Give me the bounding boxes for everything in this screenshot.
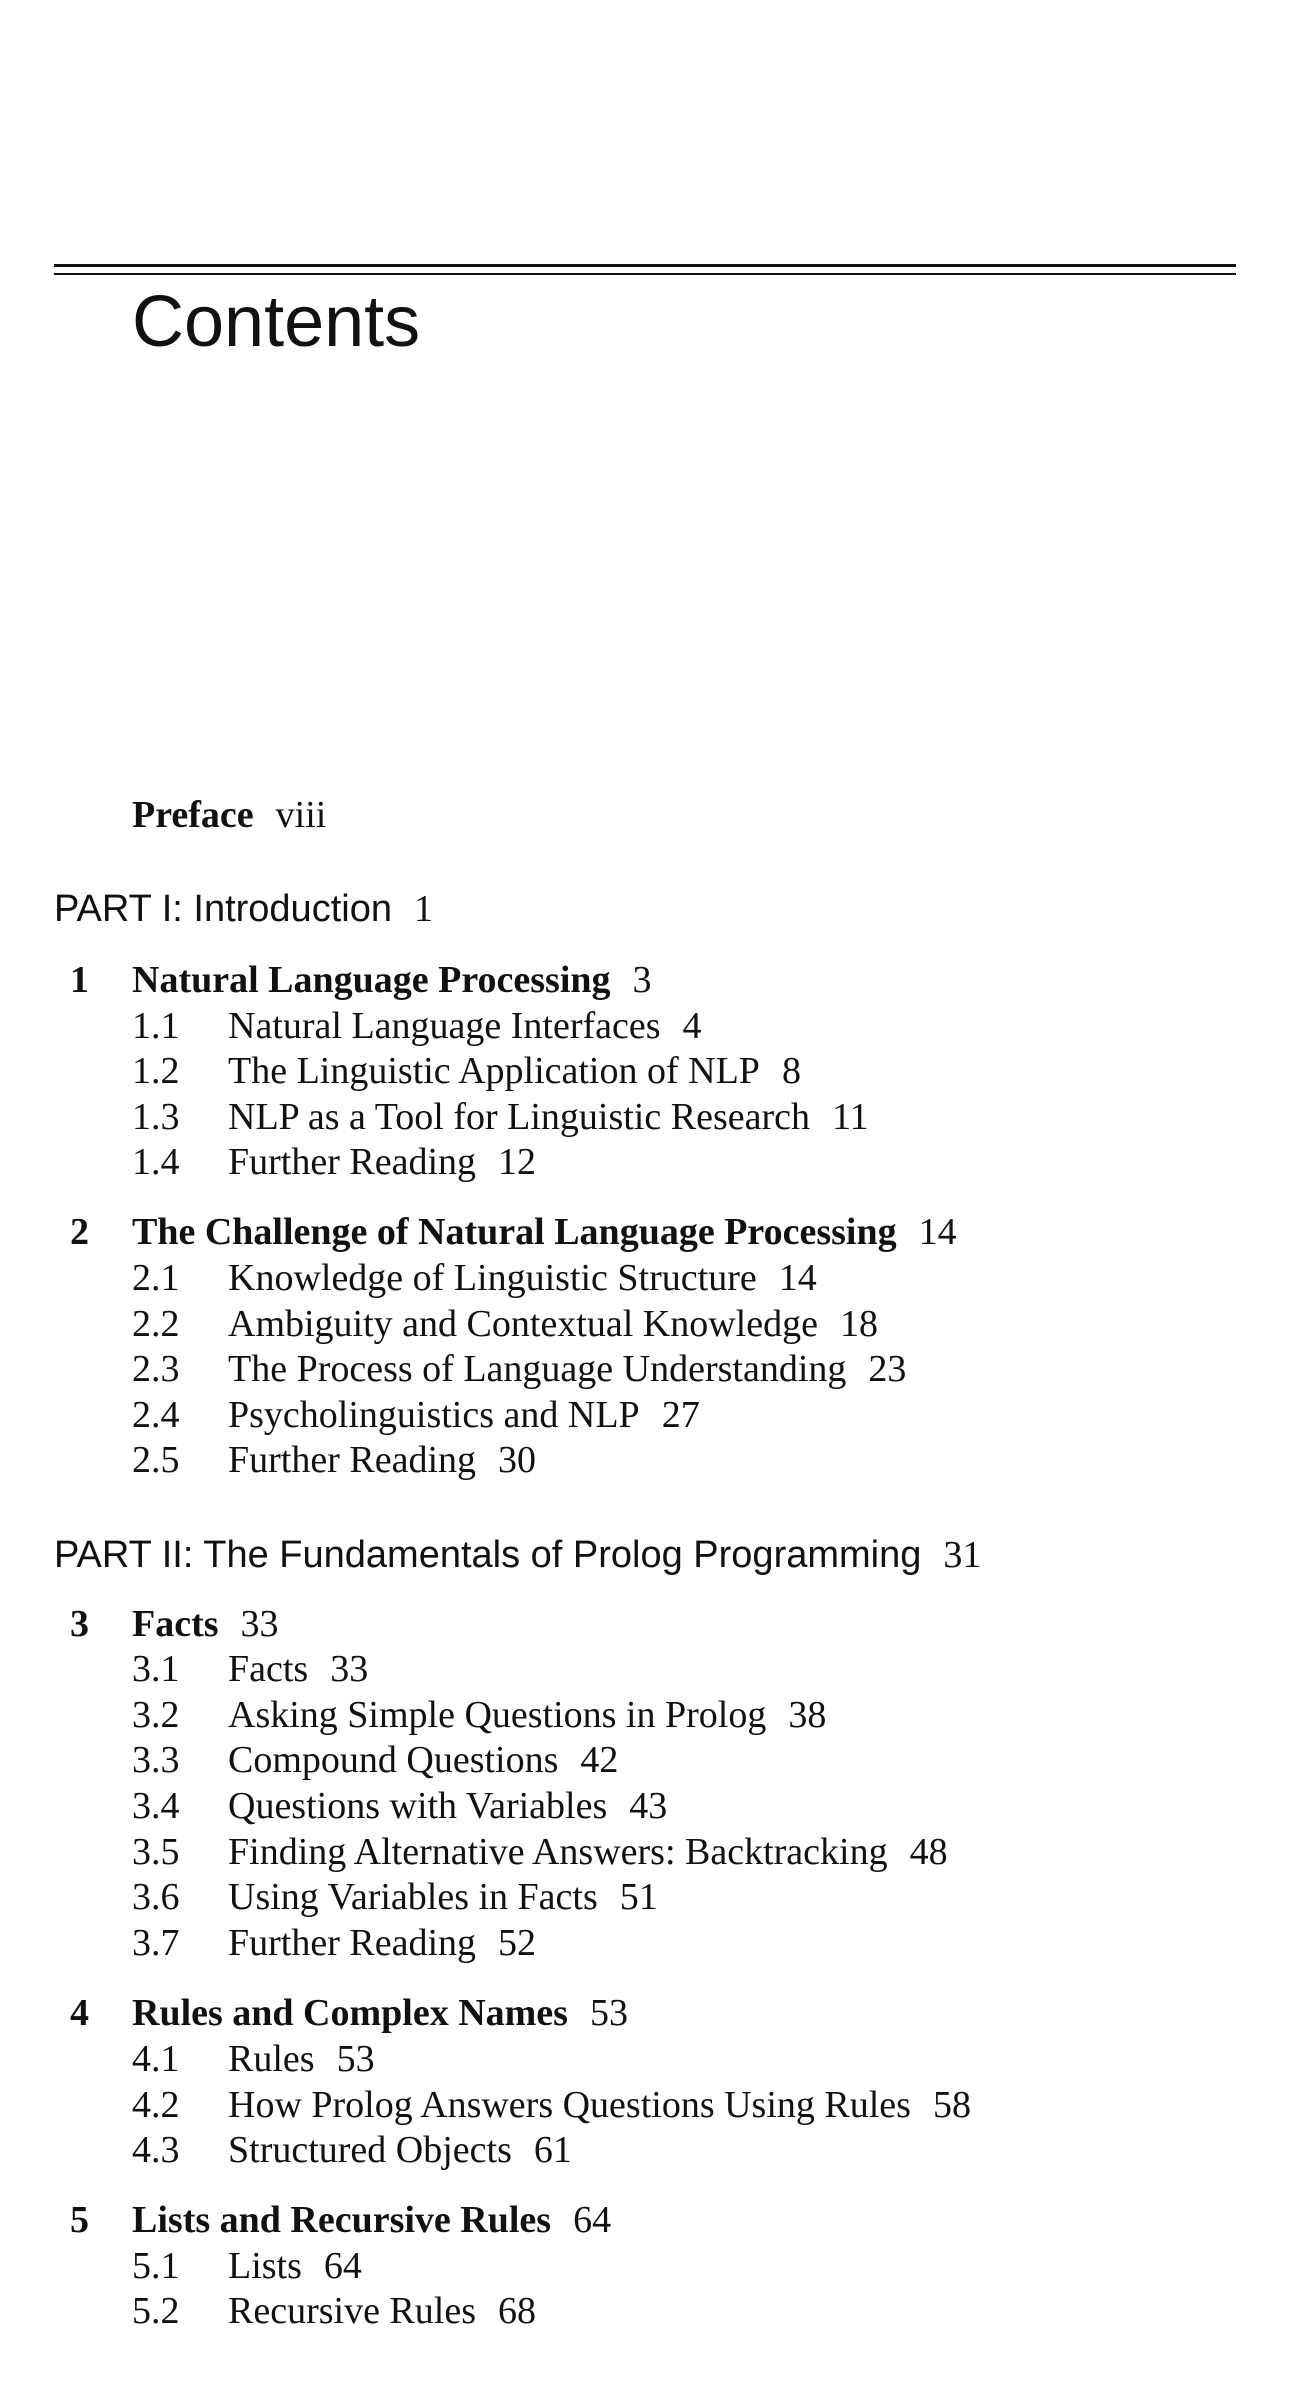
section-number: 2.5 [132,1439,180,1481]
section-page: 68 [498,2290,537,2332]
chapter-title: Lists and Recursive Rules [132,2199,552,2241]
toc-section[interactable] [132,1098,869,1136]
toc-section[interactable] [132,1833,948,1871]
chapter-number: 4 [70,1992,89,2034]
section-page: 48 [909,1831,948,1873]
section-page: 61 [533,2129,572,2171]
toc-section[interactable] [132,1441,536,1479]
toc-section[interactable] [132,1007,702,1045]
top-rule [54,264,1236,267]
section-page: 38 [788,1694,827,1736]
top-rule-thin [54,273,1236,275]
section-number: 2.1 [132,1257,180,1299]
section-number: 3.7 [132,1922,180,1964]
section-number: 2.3 [132,1348,180,1390]
toc-section[interactable] [132,1650,368,1688]
chapter-title: Natural Language Processing [132,959,611,1001]
toc-section[interactable] [132,1787,667,1825]
section-page: 11 [832,1096,869,1138]
section-title: Knowledge of Linguistic Structure [228,1257,757,1299]
chapter-title: Facts [132,1603,219,1645]
section-title: Structured Objects [228,2129,512,2171]
section-title: Compound Questions [228,1739,559,1781]
toc-section[interactable] [132,1305,878,1343]
section-page: 4 [682,1005,702,1047]
section-title: Questions with Variables [228,1785,608,1827]
section-title: Lists [228,2245,302,2287]
chapter-number: 5 [70,2199,89,2241]
section-title: Asking Simple Questions in Prolog [228,1694,767,1736]
section-title: Facts [228,1648,309,1690]
section-page: 43 [629,1785,668,1827]
toc-section[interactable] [132,2292,536,2330]
toc-section[interactable] [132,2131,572,2169]
section-number: 3.1 [132,1648,180,1690]
toc-section[interactable] [132,1396,700,1434]
section-title: Further Reading [228,1439,477,1481]
section-page: 33 [330,1648,369,1690]
toc-part-2[interactable] [54,1536,981,1574]
section-number: 2.2 [132,1303,180,1345]
part-page: 1 [413,888,433,930]
section-title: The Linguistic Application of NLP [228,1050,760,1092]
part-label: PART II: The Fundamentals of Prolog Programming [54,1534,922,1576]
toc-preface[interactable] [132,796,326,834]
section-page: 14 [778,1257,817,1299]
section-title: Further Reading [228,1141,477,1183]
section-page: 8 [781,1050,801,1092]
toc-section[interactable] [132,1350,906,1388]
toc-section[interactable] [132,1259,817,1297]
section-number: 4.1 [132,2038,180,2080]
chapter-number: 2 [70,1211,89,1253]
chapter-page: 53 [589,1992,628,2034]
section-title: Recursive Rules [228,2290,477,2332]
section-page: 30 [498,1439,537,1481]
section-title: Natural Language Interfaces [228,1005,661,1047]
section-number: 4.2 [132,2084,180,2126]
chapter-page: 64 [573,2199,612,2241]
chapter-page: 14 [918,1211,957,1253]
section-page: 58 [932,2084,971,2126]
section-number: 3.3 [132,1739,180,1781]
toc-section[interactable] [132,1143,536,1181]
section-page: 23 [868,1348,907,1390]
chapter-title: The Challenge of Natural Language Processing [132,1211,897,1253]
section-title: NLP as a Tool for Linguistic Research [228,1096,810,1138]
page-title: Contents [132,282,421,362]
chapter-number: 1 [70,959,89,1001]
section-number: 5.2 [132,2290,180,2332]
section-page: 53 [336,2038,375,2080]
toc-part-1[interactable] [54,890,433,928]
section-number: 4.3 [132,2129,180,2171]
section-number: 3.2 [132,1694,180,1736]
section-number: 1.4 [132,1141,180,1183]
section-page: 51 [619,1876,658,1918]
toc-section[interactable] [132,1052,801,1090]
chapter-page: 3 [632,959,652,1001]
chapter-page: 33 [240,1603,279,1645]
toc-section[interactable] [132,2247,362,2285]
section-title: Ambiguity and Contextual Knowledge [228,1303,818,1345]
section-number: 3.6 [132,1876,180,1918]
part-page: 31 [943,1534,982,1576]
section-number: 1.2 [132,1050,180,1092]
section-page: 12 [498,1141,537,1183]
part-label: PART I: Introduction [54,888,392,930]
section-title: Using Variables in Facts [228,1876,598,1918]
chapter-number: 3 [70,1603,89,1645]
section-number: 5.1 [132,2245,180,2287]
toc-section[interactable] [132,2040,375,2078]
preface-label: Preface [132,794,254,836]
section-title: Rules [228,2038,315,2080]
toc-section[interactable] [132,1741,618,1779]
preface-page: viii [275,794,327,836]
section-page: 42 [580,1739,619,1781]
toc-section[interactable] [132,1696,826,1734]
toc-section[interactable] [132,2086,971,2124]
toc-section[interactable] [132,1924,536,1962]
section-page: 52 [498,1922,537,1964]
toc-section[interactable] [132,1878,658,1916]
section-title: Finding Alternative Answers: Backtracking [228,1831,888,1873]
section-page: 27 [661,1394,700,1436]
section-title: Further Reading [228,1922,477,1964]
section-title: How Prolog Answers Questions Using Rules [228,2084,911,2126]
section-number: 2.4 [132,1394,180,1436]
chapter-title: Rules and Complex Names [132,1992,568,2034]
section-number: 1.1 [132,1005,180,1047]
section-page: 64 [323,2245,362,2287]
section-number: 3.4 [132,1785,180,1827]
section-number: 3.5 [132,1831,180,1873]
section-title: Psycholinguistics and NLP [228,1394,640,1436]
section-title: The Process of Language Understanding [228,1348,847,1390]
section-page: 18 [839,1303,878,1345]
section-number: 1.3 [132,1096,180,1138]
